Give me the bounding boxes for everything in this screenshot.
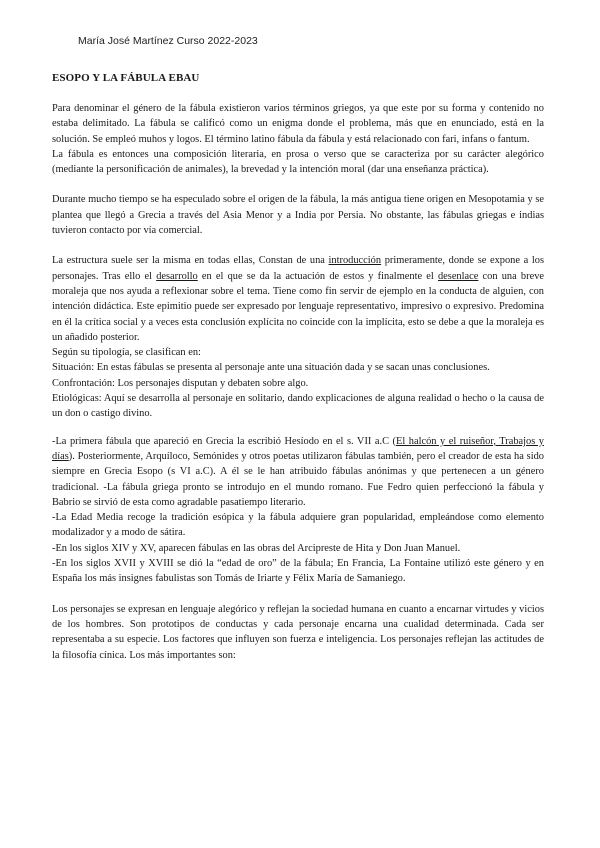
paragraph-history-greece [52, 434, 544, 510]
text-segment: primeramente, donde se expone a los personajes. Tras ello el [52, 255, 545, 282]
paragraph-history-xvii-xviii: -En los siglos XVII y XVIII se dió la “edad de oro” de la fábula; En Francia, La Fontaine utilizó este género y en España los más insignes fabulistas son Tomás de Iriarte y Félix María de Samaniego. [52, 558, 544, 585]
paragraph-typology-confrontacion: Confrontación: Los personajes disputan y debaten sobre algo. [52, 377, 309, 389]
document-body [52, 101, 544, 663]
paragraph-fable-definition: La fábula es entonces una composición literaria, en prosa o verso que se caracteriza por su carácter alegórico (mediante la personificación de animales), la brevedad y la intención moral (dar una enseñanza práctica). [52, 148, 544, 176]
underlined-work-title: El halcón y el ruiseñor, Trabajos y días [52, 435, 544, 462]
underlined-term-desarrollo: desarrollo [156, 270, 198, 282]
paragraph-origin: Durante mucho tiempo se ha especulado sobre el origen de la fábula, la más antigua tiene origen en Mesopotamia y se plantea que llegó a Grecia a través del Asia Menor y a India por Persia. No obstante, las fábulas griegas e indias tuvieron contacto por vía comercial. [52, 194, 544, 237]
paragraph-typology-situacion: Situación: En estas fábulas se presenta al personaje ante una situación dada y se sacan unas conclusiones. [52, 362, 490, 374]
paragraph-typology-etiologicas: Etiológicas: Aquí se desarrolla al personaje en solitario, dando explicaciones de alguna realidad o hecho o la causa de un don o castigo divino. [52, 393, 544, 420]
paragraph-history-xiv-xv: -En los siglos XIV y XV, aparecen fábulas en las obras del Arcipreste de Hita y Don Juan Manuel. [52, 542, 461, 554]
text-segment: -La primera fábula que apareció en Grecia la escribió Hesíodo en el s. VII a.C ( [52, 435, 397, 447]
paragraph-characters: Los personajes se expresan en lenguaje alegórico y reflejan la sociedad humana en cuanto a encarnar virtudes y vicios de los hombres. Son prototipos de conductas y cada personaje encarna una cualidad determinada. Cada ser representaba a su especie. Los factores que influyen son fuerza e inteligencia. Los personajes reflejan las actitudes de la filosofía cínica. Los más importantes son: [52, 603, 544, 661]
text-segment: con una breve moraleja que nos ayuda a reflexionar sobre el tema. Tiene como fin servir de ejemplo en la conducta de alguien, con intención didáctica. Este epimitio puede ser expresado por lenguaje representativo, impresivo o expresivo. Predomina en él la crítica social y a veces esta conclusión explícita no coincide con la implícita, esto se debe a que la moraleja es un añadido posterior. [52, 270, 544, 343]
underlined-term-introduccion: introducción [328, 255, 382, 267]
paragraph-history-middle-ages: -La Edad Media recoge la tradición esópica y la fábula adquiere gran popularidad, empleándose como elemento modalizador y a modo de sátira. [52, 512, 544, 539]
page-header: María José Martínez Curso 2022-2023 [78, 35, 258, 47]
paragraph-definition-origin: Para denominar el género de la fábula existieron varios términos griegos, ya que este por su forma y contenido no estaba delimitado. La fábula se calificó como un enigma donde el problema, más que en enunciado, está en la solución. Se empleó muhos y logos. El término latino fábula da fábula y está relacionado con fari, infans o fantum. [52, 103, 544, 145]
document-title: ESOPO Y LA FÁBULA EBAU [52, 72, 200, 84]
paragraph-typology-intro: Según su tipología, se clasifican en: [52, 347, 201, 359]
text-segment: en el que se da la actuación de estos y finalmente el [197, 270, 438, 282]
text-segment: La estructura suele ser la misma en todas ellas, Constan de una [52, 255, 329, 267]
underlined-term-desenlace: desenlace [437, 270, 479, 282]
text-segment: ). Posteriormente, Arquíloco, Semónides y otros poetas utilizaron fábulas también, pero el creador de esta ha sido siempre en Grecia Esopo (s VI a.C). A él se le han atribuido fábulas anónimas y que pertenecen a un género tradicional. -La fábula griega pronto se introdujo en el mundo romano. Fue Fedro quien perfeccionó la fábula y Babrio se sirvió de esta como agradable pasatiempo literario. [52, 450, 544, 508]
paragraph-structure [52, 253, 544, 345]
